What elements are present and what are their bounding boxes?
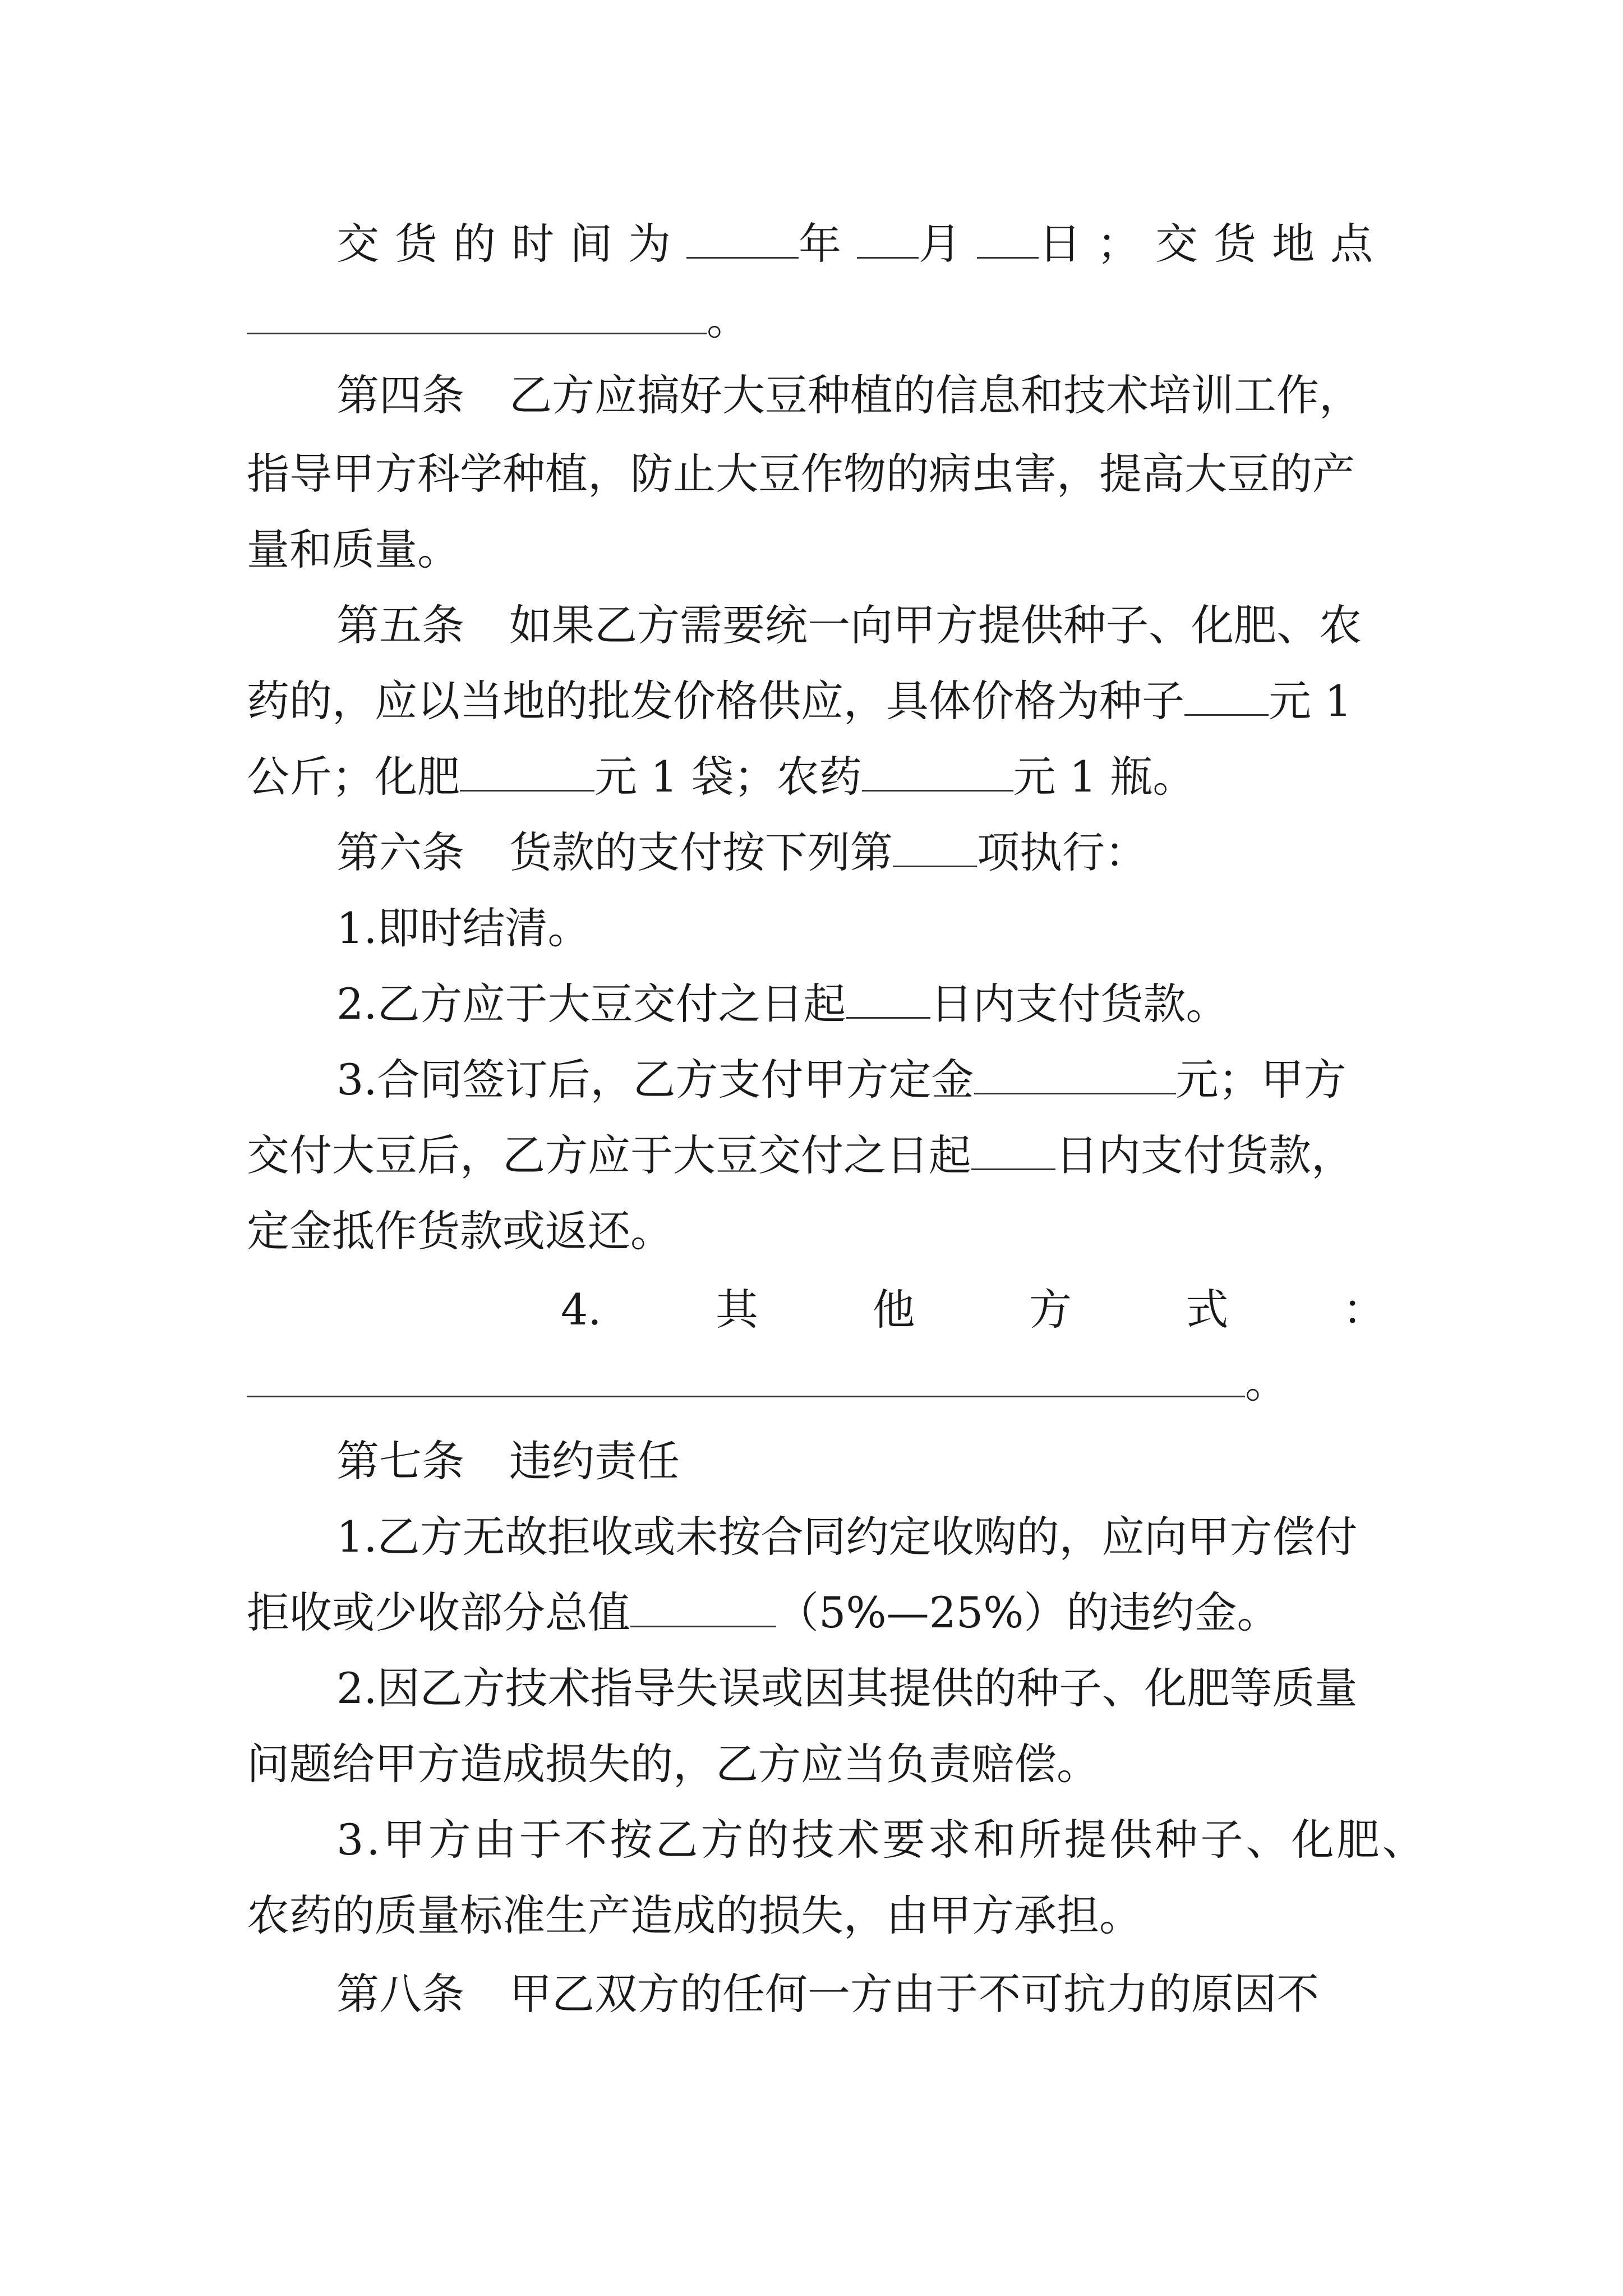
delivery-prefix: 交货的时间为 bbox=[336, 219, 686, 269]
article-6-item-1-text: 1.即时结清。 bbox=[336, 903, 591, 953]
article-4-text-1: 乙方应搞好大豆种植的信息和技术培训工作， bbox=[509, 370, 1362, 420]
article-6-item-3-line-1 bbox=[247, 1052, 1385, 1108]
item-4-number: 4. bbox=[561, 1285, 602, 1335]
fertilizer-price-blank[interactable] bbox=[460, 749, 594, 792]
article-6-title: 第六条 bbox=[336, 827, 464, 877]
item-4-char-4: 式 bbox=[1186, 1285, 1229, 1335]
article-7-heading: 违约责任 bbox=[509, 1436, 680, 1486]
article-8-title: 第八条 bbox=[336, 1969, 464, 2019]
article-7-item-2b: 问题给甲方造成损失的，乙方应当负责赔偿。 bbox=[247, 1739, 1099, 1789]
item-4-char-3: 方 bbox=[1029, 1285, 1072, 1335]
article-4-title: 第四条 bbox=[336, 370, 464, 420]
pesticide-price-blank[interactable] bbox=[862, 749, 1013, 792]
article-6-item-2a: 2.乙方应于大豆交付之日起 bbox=[336, 979, 846, 1029]
payment-days-blank[interactable] bbox=[846, 977, 930, 1019]
delivery-location-line bbox=[247, 292, 1385, 348]
article-7-item-3-line-2 bbox=[247, 1888, 1385, 1944]
article-7-item-3-line-1 bbox=[247, 1812, 1428, 1868]
penalty-blank[interactable] bbox=[630, 1585, 776, 1627]
article-7-item-1a: 1.乙方无故拒收或未按合同约定收购的，应向甲方偿付 bbox=[336, 1512, 1358, 1562]
article-7-item-3b: 农药的质量标准生产造成的损失，由甲方承担。 bbox=[247, 1890, 1142, 1940]
article-5-text-1: 如果乙方需要统一向甲方提供种子、化肥、农 bbox=[509, 600, 1362, 650]
location-blank[interactable] bbox=[247, 292, 707, 334]
article-7-item-3a: 3.甲方由于不按乙方的技术要求和所提供种子、化肥、 bbox=[336, 1815, 1428, 1865]
year-label: 年 bbox=[799, 219, 857, 269]
article-4-line-3 bbox=[247, 522, 1385, 578]
article-7-item-1-line-2 bbox=[247, 1585, 1385, 1641]
item-4-char-2: 他 bbox=[872, 1285, 915, 1335]
article-6-item-3-line-3 bbox=[247, 1203, 1385, 1259]
article-4-line-2 bbox=[247, 446, 1385, 502]
month-label: 月 bbox=[919, 219, 977, 269]
article-7-item-1b: 拒收或少收部分总值 bbox=[247, 1588, 630, 1637]
article-4-text-3: 量和质量。 bbox=[247, 524, 460, 574]
article-6-item-3c: 交付大豆后，乙方应于大豆交付之日起 bbox=[247, 1130, 971, 1180]
article-7-item-2-line-1 bbox=[247, 1660, 1385, 1717]
other-method-line bbox=[247, 1355, 1385, 1411]
article-5-line-1 bbox=[247, 597, 1385, 654]
article-5-text-3b: 元 1 袋；农药 bbox=[594, 752, 862, 802]
article-6-item-3b: 元；甲方 bbox=[1175, 1055, 1347, 1105]
article-7-item-1c: （5%—25%）的违约金。 bbox=[776, 1588, 1280, 1637]
article-5-text-2a: 药的，应以当地的批发价格供应，具体价格为种子 bbox=[247, 676, 1184, 726]
article-7-line-1 bbox=[247, 1433, 1385, 1489]
article-4-text-2: 指导甲方科学种植，防止大豆作物的病虫害，提高大豆的产 bbox=[247, 449, 1355, 499]
item-4-char-1: 其 bbox=[716, 1285, 758, 1335]
article-6-item-3d: 日内支付货款， bbox=[1055, 1130, 1354, 1180]
article-5-title: 第五条 bbox=[336, 600, 464, 650]
other-method-blank[interactable] bbox=[247, 1355, 1245, 1397]
item-4-colon: ： bbox=[1342, 1285, 1385, 1335]
other-method-end: 。 bbox=[1245, 1358, 1288, 1407]
article-6-item-3a: 3.合同签订后，乙方支付甲方定金 bbox=[336, 1055, 974, 1105]
delivery-time-line bbox=[247, 216, 1389, 272]
seed-price-blank[interactable] bbox=[1184, 674, 1269, 716]
article-4-line-1 bbox=[247, 367, 1385, 424]
month-blank[interactable] bbox=[857, 217, 919, 259]
article-6-text-1a: 货款的支付按下列第 bbox=[509, 827, 893, 877]
article-6-item-4 bbox=[247, 1282, 1385, 1338]
article-6-item-2b: 日内支付货款。 bbox=[930, 979, 1229, 1029]
article-5-line-3 bbox=[247, 749, 1385, 805]
article-6-line-1 bbox=[247, 825, 1385, 881]
deposit-payment-days-blank[interactable] bbox=[971, 1128, 1055, 1170]
article-6-item-1 bbox=[247, 900, 1385, 956]
article-8-line-1 bbox=[247, 1966, 1385, 2022]
article-6-text-1b: 项执行： bbox=[977, 827, 1147, 877]
article-7-item-1-line-1 bbox=[247, 1509, 1385, 1565]
article-7-item-2-line-2 bbox=[247, 1736, 1385, 1792]
article-5-text-3a: 公斤；化肥 bbox=[247, 752, 460, 802]
article-5-text-3c: 元 1 瓶。 bbox=[1013, 752, 1196, 802]
deposit-blank[interactable] bbox=[974, 1052, 1176, 1094]
article-7-title: 第七条 bbox=[336, 1436, 464, 1486]
article-6-item-3-line-2 bbox=[247, 1128, 1385, 1184]
day-location-label: 日；交货地点 bbox=[1039, 219, 1389, 269]
payment-option-blank[interactable] bbox=[893, 825, 977, 867]
article-7-item-2a: 2.因乙方技术指导失误或因其提供的种子、化肥等质量 bbox=[336, 1663, 1358, 1713]
delivery-end: 。 bbox=[707, 295, 749, 344]
article-6-item-2 bbox=[247, 976, 1385, 1032]
year-blank[interactable] bbox=[686, 217, 799, 259]
article-5-line-2 bbox=[247, 673, 1385, 729]
article-6-item-3e: 定金抵作货款或返还。 bbox=[247, 1206, 673, 1256]
article-5-text-2b: 元 1 bbox=[1269, 676, 1352, 726]
article-8-text-1: 甲乙双方的任何一方由于不可抗力的原因不 bbox=[509, 1969, 1319, 2019]
day-blank[interactable] bbox=[977, 217, 1039, 259]
